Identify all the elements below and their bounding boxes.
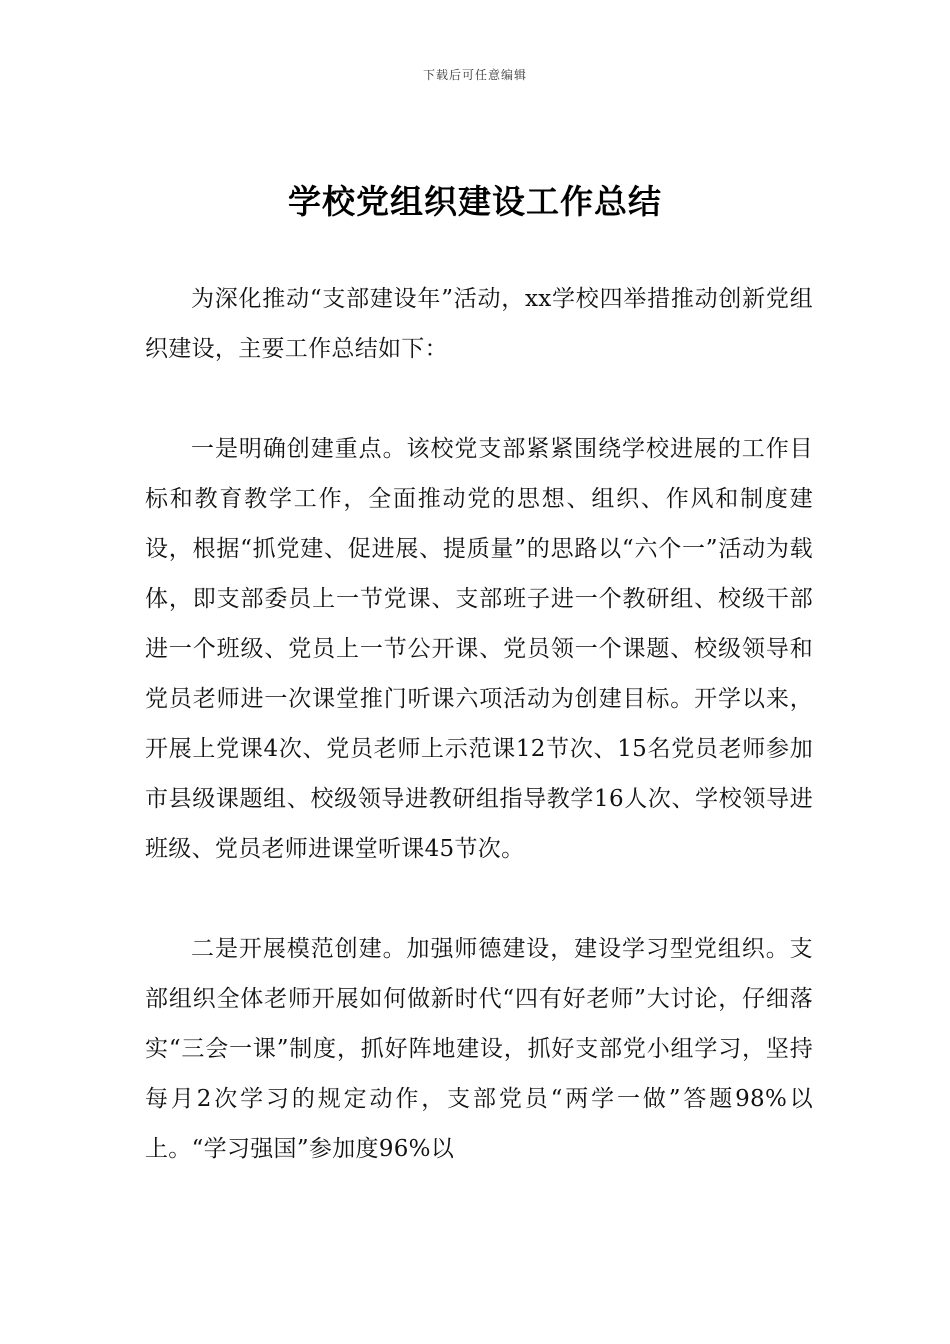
header-note: 下载后可任意编辑 (422, 68, 527, 82)
document-title: 学校党组织建设工作总结 (288, 182, 662, 221)
document-body (145, 274, 813, 1224)
paragraph-one: 一是明确创建重点。该校党支部紧紧围绕学校进展的工作目标和教育教学工作，全面推动党的思想、组织、作风和制度建设，根据“抓党建、促进展、提质量”的思路以“六个一”活动为载体，即支部委员上一节党课、支部班子进一个教研组、校级干部进一个班级、党员上一节公开课、党员领一个课题、校级领导和党员老师进一次课堂推门听课六项活动为创建目标。开学以来，开展上党课4次、党员老师上示范课12节次、15名党员老师参加市县级课题组、校级领导进教研组指导教学16人次、学校领导进班级、党员老师进课堂听课45节次。 (145, 436, 813, 862)
paragraph-two: 二是开展模范创建。加强师德建设，建设学习型党组织。支部组织全体老师开展如何做新时代“四有好老师”大讨论，仔细落实“三会一课”制度，抓好阵地建设，抓好支部党小组学习，坚持每月2次学习的规定动作，支部党员“两学一做”答题98%以上。“学习强国”参加度96%以 (145, 936, 813, 1162)
paragraph-intro: 为深化推动“支部建设年”活动，xx学校四举措推动创新党组织建设，主要工作总结如下： (145, 286, 813, 362)
